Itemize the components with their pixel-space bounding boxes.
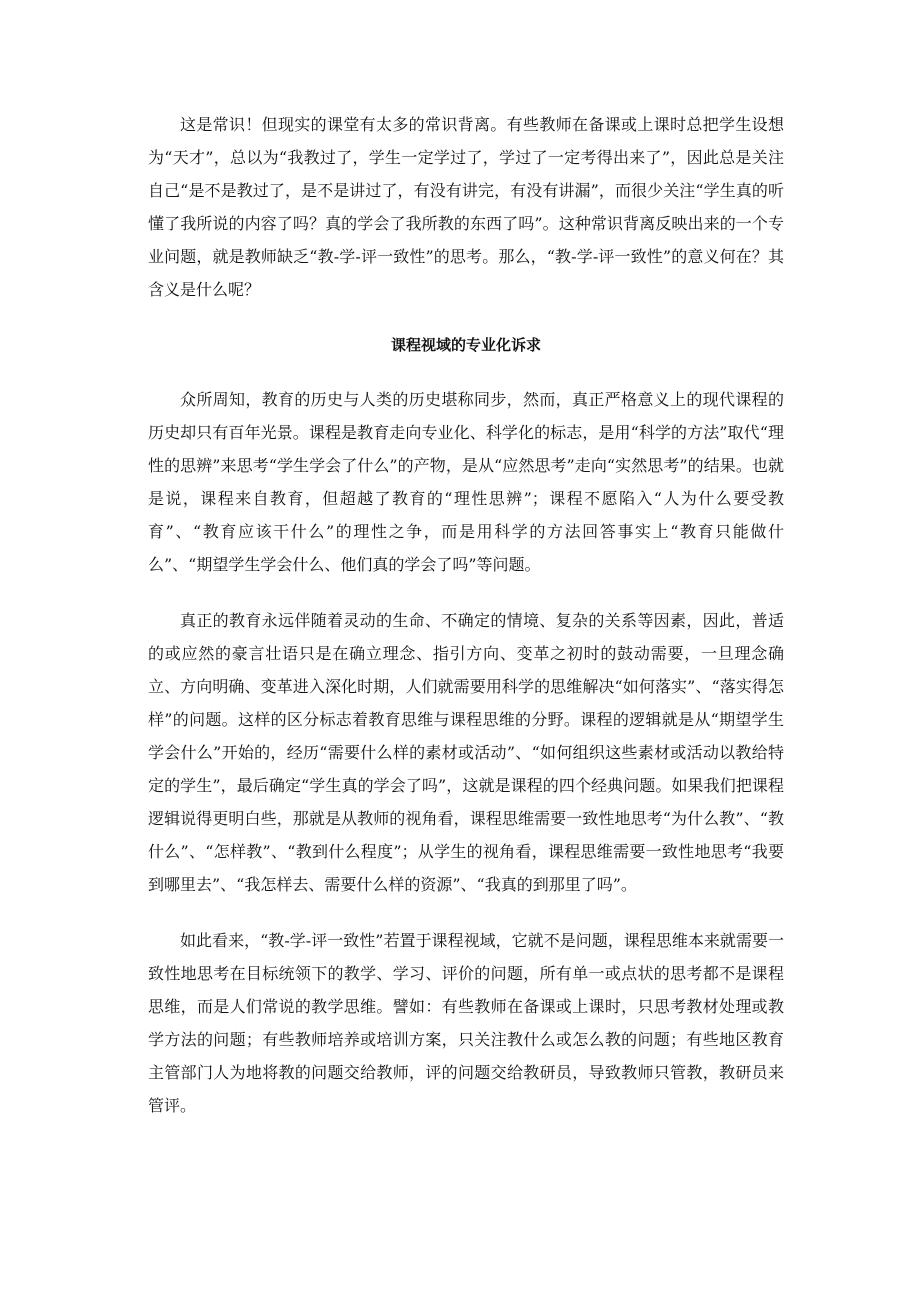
spacer [148, 581, 784, 604]
paragraph-curriculum-history: 众所周知，教育的历史与人类的历史堪称同步，然而，真正严格意义上的现代课程的历史却只有百年光景。课程是教育走向专业化、科学化的标志，是用“科学的方法”取代“理性的思辨”来思考“学生学会了什么”的产物，是从“应然思考”走向“实然思考”的结果。也就是说，课程来自教育，但超越了教育的“理性思辨”；课程不愿陷入“人为什么要受教育”、“教育应该干什么”的理性之争，而是用科学的方法回答事实上“教育只能做什么”、“期望学生学会什么、他们真的学会了吗”等问题。 [148, 390, 784, 574]
document-page [148, 108, 784, 1122]
paragraph-curriculum-logic: 真正的教育永远伴随着灵动的生命、不确定的情境、复杂的关系等因素，因此，普适的或应然的豪言壮语只是在确立理念、指引方向、变革之初时的鼓动需要，一旦理念确立、方向明确、变革进入深化时期，人们就需要用科学的思维解决“如何落实”、“落实得怎样”的问题。这样的区分标志着教育思维与课程思维的分野。课程的逻辑就是从“期望学生学会什么”开始的，经历“需要什么样的素材或活动”、“如何组织这些素材或活动以教给特定的学生”，最后确定“学生真的学会了吗”，这就是课程的四个经典问题。如果我们把课程逻辑说得更明白些，那就是从教师的视角看，课程思维需要一致性地思考“为什么教”、“教什么”、“怎样教”、“教到什么程度”；从学生的视角看，课程思维需要一致性地思考“我要到哪里去”、“我怎样去、需要什么样的资源”、“我真的到那里了吗”。 [148, 611, 784, 894]
paragraph-consistency: 如此看来，“教-学-评一致性”若置于课程视域，它就不是问题，课程思维本来就需要一致性地思考在目标统领下的教学、学习、评价的问题，所有单一或点状的思考都不是课程思维，而是人们常说的教学思维。譬如：有些教师在备课或上课时，只思考教材处理或教学方法的问题；有些教师培养或培训方案，只关注教什么或怎么教的问题；有些地区教育主管部门人为地将教的问题交给教师，评的问题交给教研员，导致教师只管教，教研员来管评。 [148, 931, 784, 1115]
spacer [148, 362, 784, 383]
paragraph-common-sense: 这是常识！但现实的课堂有太多的常识背离。有些教师在备课或上课时总把学生设想为“天才”，总以为“我教过了，学生一定学过了，学过了一定考得出来了”，因此总是关注自己“是不是教过了，是不是讲过了，有没有讲完，有没有讲漏”，而很少关注“学生真的听懂了我所说的内容了吗？真的学会了我所教的东西了吗”。这种常识背离反映出来的一个专业问题，就是教师缺乏“教-学-评一致性”的思考。那么，“教-学-评一致性”的意义何在？其含义是什么呢？ [148, 115, 784, 299]
section-heading: 课程视域的专业化诉求 [390, 336, 541, 354]
spacer [148, 901, 784, 924]
spacer [148, 306, 784, 329]
